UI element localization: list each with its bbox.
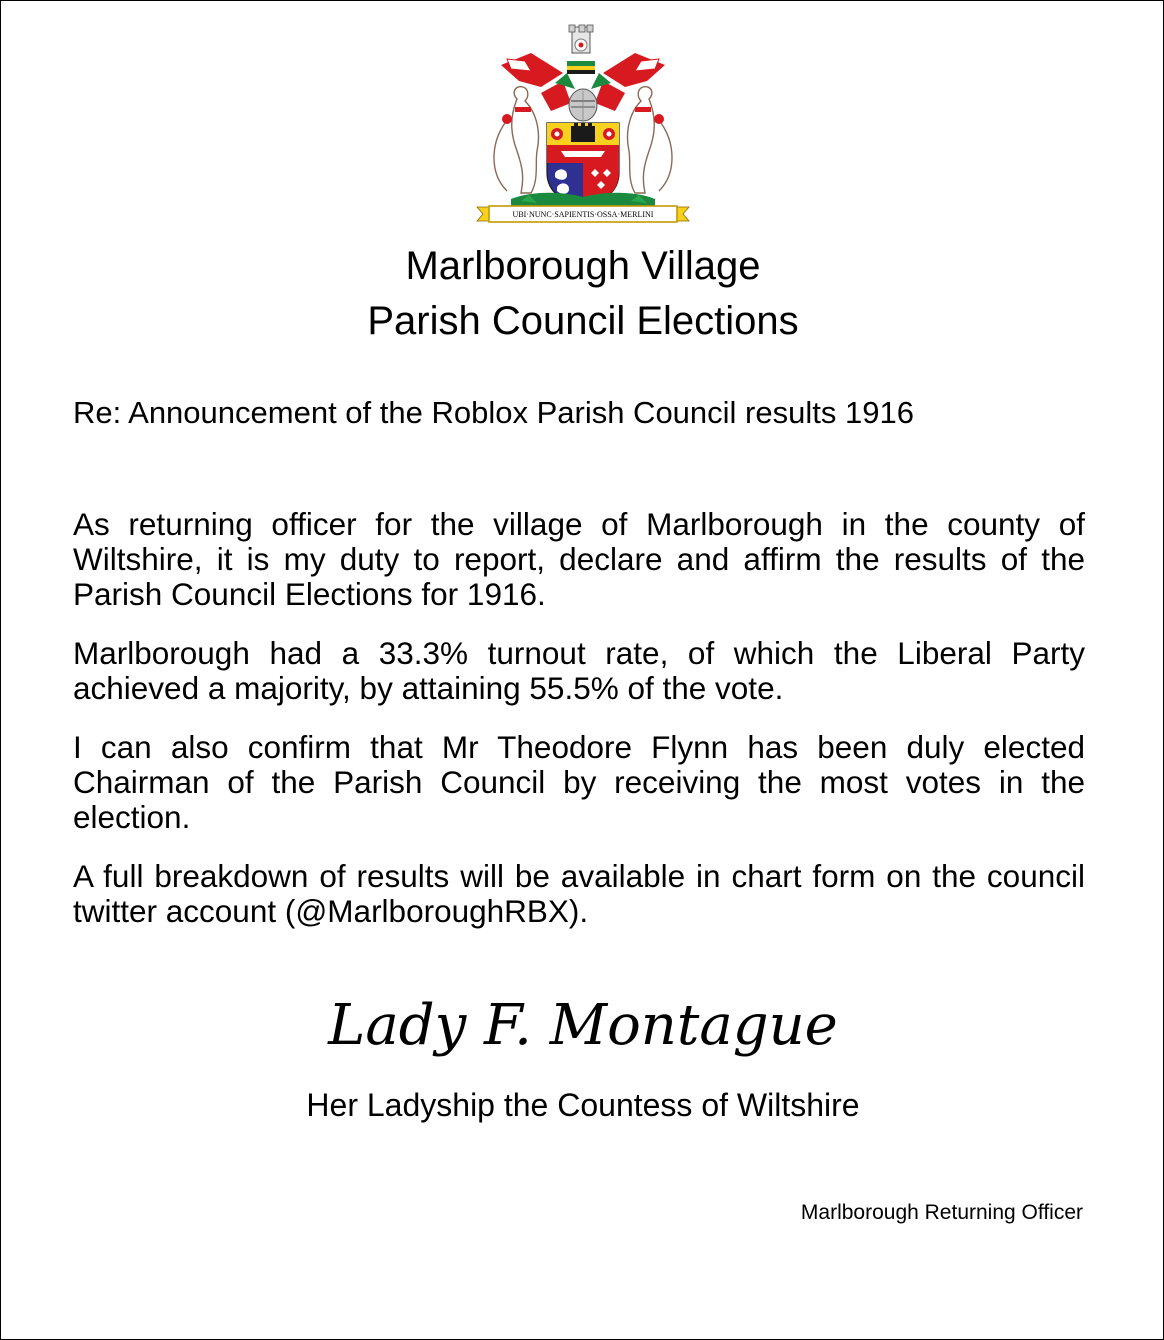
office-label: Marlborough Returning Officer bbox=[800, 1201, 1083, 1224]
subject-line: Re: Announcement of the Roblox Parish Council results 1916 bbox=[73, 395, 914, 430]
page-title: Marlborough Village bbox=[405, 244, 761, 288]
coat-of-arms-icon bbox=[471, 23, 695, 229]
paragraph: As returning officer for the village of Marlborough in the county of Wiltshire, it is my duty to report, declare and affirm the results of the Parish Council Elections for 1916. bbox=[73, 506, 1085, 612]
crest-motto: UBI·NUNC·SAPIENTIS·OSSA·MERLINI bbox=[512, 210, 654, 219]
page-subtitle: Parish Council Elections bbox=[367, 299, 799, 343]
motto-scroll bbox=[477, 206, 689, 222]
signatory-title: Her Ladyship the Countess of Wiltshire bbox=[306, 1087, 860, 1123]
paragraph: I can also confirm that Mr Theodore Flynn has been duly elected Chairman of the Parish Council by receiving the most votes in the election. bbox=[73, 729, 1085, 835]
helm-crest bbox=[567, 25, 595, 74]
paragraph: A full breakdown of results will be available in chart form on the council twitter account (@MarlboroughRBX). bbox=[73, 858, 1085, 929]
signature: Lady F. Montague bbox=[328, 993, 838, 1058]
paragraph: Marlborough had a 33.3% turnout rate, of which the Liberal Party achieved a majority, by attaining 55.5% of the vote. bbox=[73, 635, 1085, 706]
helmet bbox=[569, 89, 597, 121]
letter-body bbox=[73, 507, 1085, 953]
